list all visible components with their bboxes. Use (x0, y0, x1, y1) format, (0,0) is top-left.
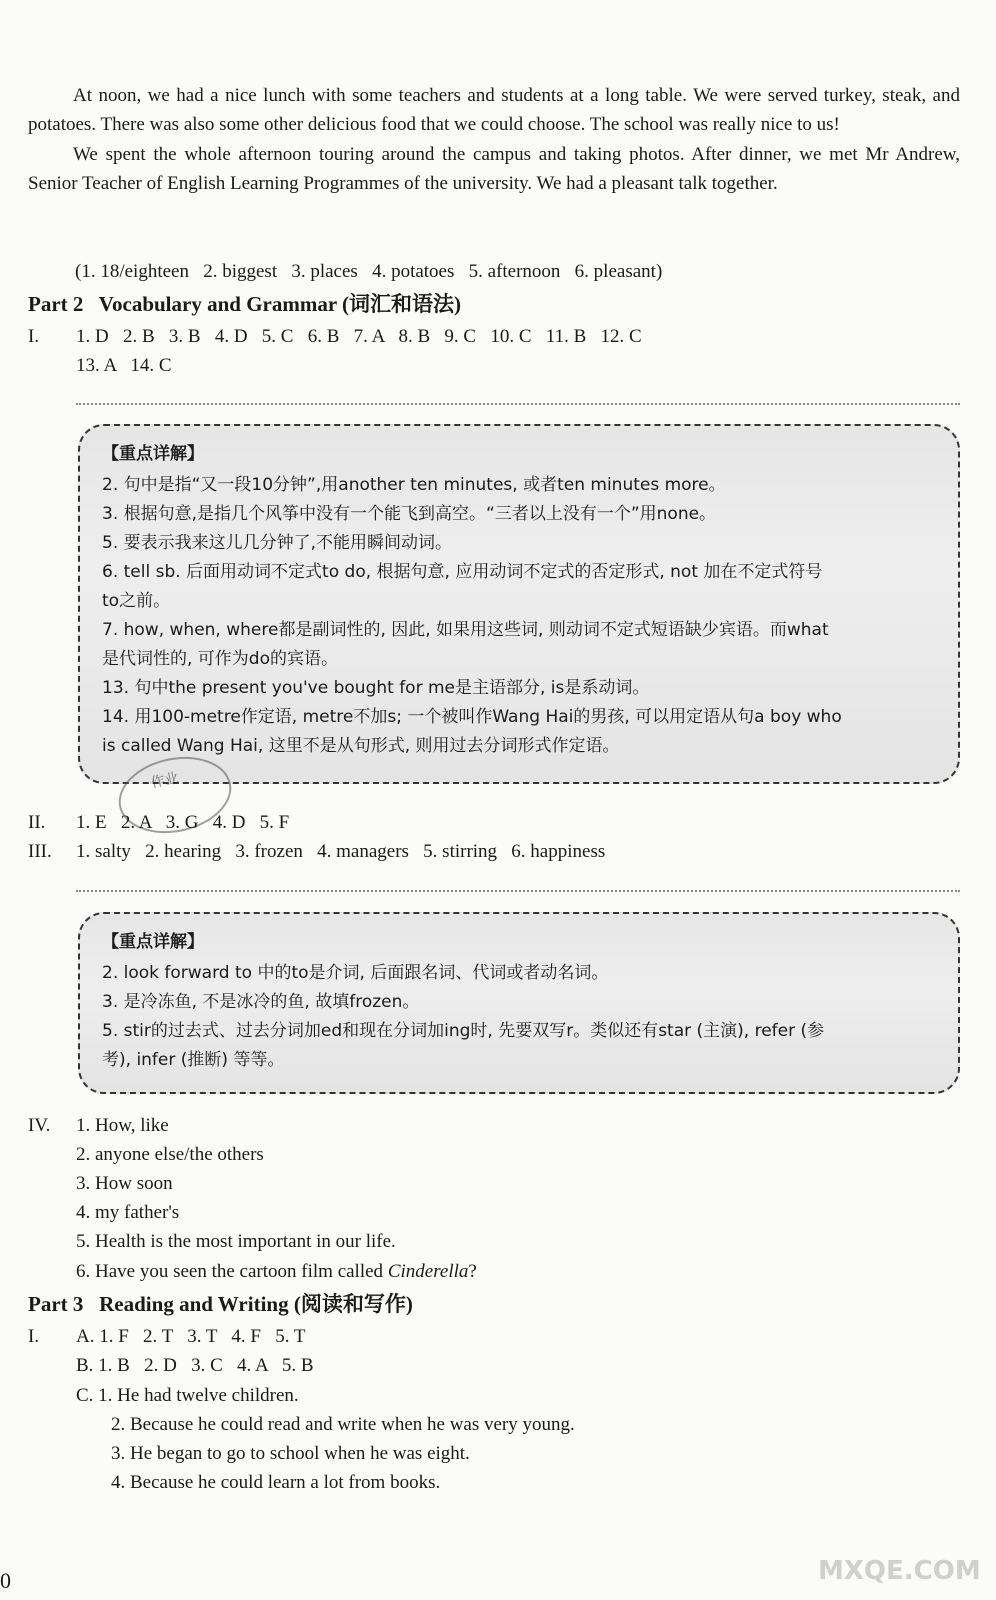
part2-s4-item: 3. How soon (76, 1173, 173, 1194)
part2-s4-item: 5. Health is the most important in our life. (76, 1231, 396, 1252)
part2-heading: Part 2 Vocabulary and Grammar (词汇和语法) (28, 292, 462, 316)
part2-s3-answers: 1. salty 2. hearing 3. frozen 4. managers 5. stirring 6. happiness (76, 841, 606, 862)
box2-item: 3. 是冷冻鱼, 不是冰冷的鱼, 故填frozen。 (102, 992, 420, 1012)
box1-item: 5. 要表示我来这儿几分钟了,不能用瞬间动词。 (102, 533, 453, 553)
box1-item: 3. 根据句意,是指几个风筝中没有一个能飞到高空。“三者以上没有一个”用none。 (102, 504, 717, 524)
part3-a-answers: A. 1. F 2. T 3. T 4. F 5. T (76, 1326, 306, 1347)
passage (28, 81, 960, 199)
part3-c-item: 2. Because he could read and write when he was very young. (111, 1414, 575, 1435)
film-title: Cinderella (387, 1261, 469, 1282)
box2-item: 考), infer (推断) 等等。 (102, 1050, 285, 1070)
divider (76, 403, 960, 405)
box1-item: 2. 句中是指“又一段10分钟”,用another ten minutes, 或者ten minutes more。 (102, 475, 726, 495)
box1-item: 6. tell sb. 后面用动词不定式to do, 根据句意, 应用动词不定式的否定形式, not 加在不定式符号 (102, 562, 823, 582)
part2-s4-label: IV. (28, 1115, 51, 1136)
explanation-box-1 (78, 424, 960, 784)
divider (76, 890, 960, 892)
box1-item: 13. 句中the present you've bought for me是主语部分, is是系动词。 (102, 678, 650, 698)
passage-paragraph-2: We spent the whole afternoon touring around the campus and taking photos. After dinner, we met Mr Andrew, Senior Teacher of English Learning Programmes of the university. We had a pleasant talk together. (28, 143, 960, 195)
box1-item: to之前。 (102, 591, 171, 611)
part2-s4-item: 4. my father's (76, 1202, 180, 1223)
part2-s4-item: 1. How, like (76, 1115, 169, 1136)
box1-item: 7. how, when, where都是副词性的, 因此, 如果用这些词, 则动词不定式短语缺少宾语。而what (102, 620, 829, 640)
part3-b-answers: B. 1. B 2. D 3. C 4. A 5. B (76, 1355, 314, 1376)
part3-c-item: 4. Because he could learn a lot from books. (111, 1472, 441, 1493)
part2-s4-item-6 (76, 1257, 477, 1286)
part2-s2-label: II. (28, 812, 46, 833)
question-mark: ? (468, 1261, 477, 1282)
box1-item: is called Wang Hai, 这里不是从句形式, 则用过去分词形式作定语。 (102, 736, 620, 756)
passage-answers: (1. 18/eighteen 2. biggest 3. places 4. potatoes 5. afternoon 6. pleasant) (75, 261, 663, 282)
box1-item: 14. 用100-metre作定语, metre不加s; 一个被叫作Wang Hai的男孩, 可以用定语从句a boy who (102, 707, 842, 727)
part2-s2-answers: 1. E 2. A 3. G 4. D 5. F (76, 812, 290, 833)
part2-s1-label: I. (28, 326, 40, 347)
passage-paragraph-1: At noon, we had a nice lunch with some teachers and students at a long table. We were served turkey, steak, and potatoes. There was also some other delicious food that we could choose. The school was really nice to us! (28, 85, 960, 136)
part3-s1-label: I. (28, 1326, 40, 1347)
stamp-text: 作业 (149, 770, 181, 792)
box2-item: 5. stir的过去式、过去分词加ed和现在分词加ing时, 先要双写r。类似还有star (主演), refer (参 (102, 1021, 825, 1041)
watermark: MXQE.COM (818, 1556, 981, 1586)
box2-item: 2. look forward to 中的to是介词, 后面跟名词、代词或者动名词。 (102, 963, 609, 983)
part2-s1-answers-line1: 1. D 2. B 3. B 4. D 5. C 6. B 7. A 8. B 9. C 10. C 11. B 12. C (76, 326, 642, 347)
box1-item: 是代词性的, 可作为do的宾语。 (102, 649, 338, 669)
part2-s4-item: 2. anyone else/the others (76, 1144, 264, 1165)
part2-s3-label: III. (28, 841, 52, 862)
page-number: 0 (0, 1568, 11, 1593)
explanation-box-2 (78, 912, 960, 1094)
part3-c-answer: C. 1. He had twelve children. (76, 1385, 299, 1406)
s4-item-6-text: 6. Have you seen the cartoon film called (76, 1261, 388, 1282)
part2-s1-answers-line2: 13. A 14. C (76, 355, 172, 376)
part3-heading: Part 3 Reading and Writing (阅读和写作) (28, 1292, 413, 1316)
box1-title: 【重点详解】 (102, 444, 204, 464)
box2-title: 【重点详解】 (102, 932, 204, 952)
part3-c-item: 3. He began to go to school when he was eight. (111, 1443, 470, 1464)
